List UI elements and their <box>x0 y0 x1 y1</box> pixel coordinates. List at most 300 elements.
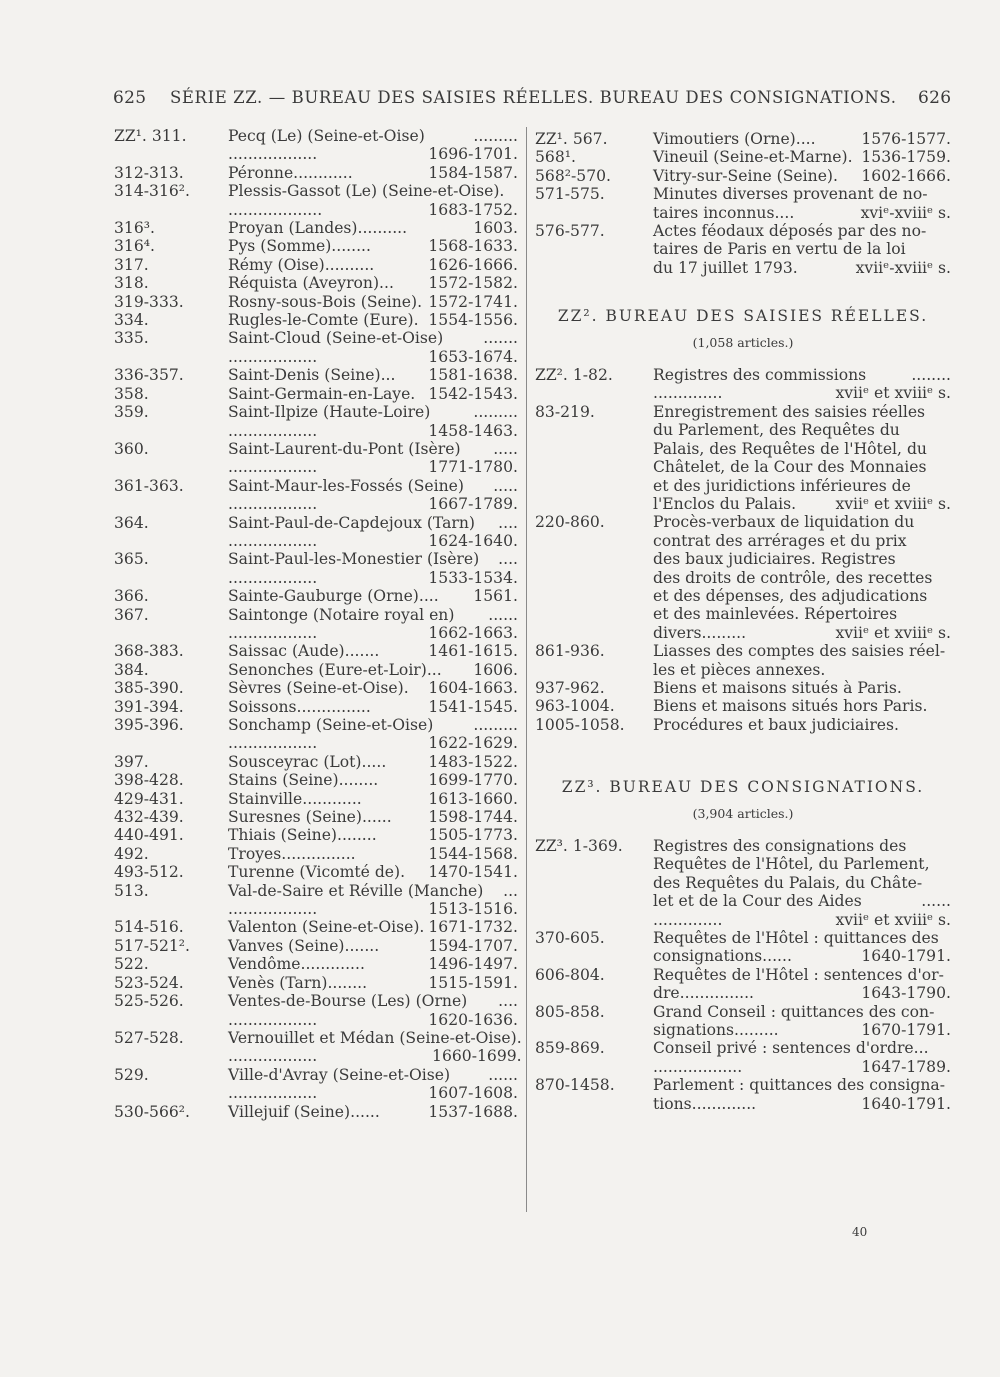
entry-line <box>228 348 518 366</box>
entry-text: Conseil privé : sentences d'ordre... <box>653 1039 929 1058</box>
entry-line <box>653 167 951 185</box>
index-entry <box>114 514 518 551</box>
entry-text: Requêtes de l'Hôtel, du Parlement, <box>653 855 930 874</box>
section-zz2-title: ZZ². BUREAU DES SAISIES RÉELLES. <box>557 307 929 326</box>
entry-reference: 576-577. <box>535 222 605 241</box>
index-entry <box>535 837 951 929</box>
entry-date: ......... <box>473 127 518 145</box>
entry-line <box>653 1039 951 1057</box>
entry-reference: 568²-570. <box>535 166 612 185</box>
entry-text: Procédures et baux judiciaires. <box>653 715 899 734</box>
entry-date: ... <box>503 881 518 900</box>
index-entry <box>114 606 518 643</box>
entry-date: 1505-1773. <box>428 826 518 845</box>
entry-description <box>228 863 518 881</box>
entry-reference: 432-439. <box>114 808 184 827</box>
entry-reference: 492. <box>114 844 149 863</box>
entry-date: 1667-1789. <box>428 495 518 514</box>
entry-date: 1771-1780. <box>428 458 518 477</box>
index-entry <box>535 716 951 734</box>
index-entry <box>114 790 518 808</box>
entry-line <box>653 892 951 910</box>
entry-date: 1626-1666. <box>428 255 518 274</box>
entry-reference: 83-219. <box>535 402 595 421</box>
entry-description <box>228 293 518 311</box>
section-zz3-entries <box>535 837 951 1113</box>
entry-line <box>653 874 951 892</box>
column-divider <box>526 127 527 1212</box>
entry-line <box>228 808 518 826</box>
entry-date: .... <box>498 550 518 569</box>
entry-description <box>228 385 518 403</box>
entry-date: 1604-1663. <box>428 679 518 698</box>
entry-line <box>228 1084 518 1102</box>
entry-date: 1541-1545. <box>428 697 518 716</box>
entry-description <box>228 808 518 826</box>
entry-text: Vineuil (Seine-et-Marne). <box>653 148 853 167</box>
entry-text: Saint-Cloud (Seine-et-Oise) <box>228 329 444 348</box>
entry-reference: 805-858. <box>535 1002 605 1021</box>
entry-date: 1660-1699. <box>432 1047 522 1066</box>
entry-date: 1640-1791. <box>861 1094 951 1113</box>
entry-line <box>228 642 518 660</box>
entry-text: du Parlement, des Requêtes du <box>653 421 900 440</box>
entry-text: .................. <box>653 1057 743 1076</box>
entry-text: Liasses des comptes des saisies réel- <box>653 642 946 661</box>
entry-text: signations......... <box>653 1021 779 1040</box>
entry-description <box>653 929 951 966</box>
entry-line <box>228 753 518 771</box>
index-entry <box>535 130 951 148</box>
entry-text: .................. <box>228 568 318 587</box>
entry-date: .... <box>498 513 518 532</box>
entry-text: Châtelet, de la Cour des Monnaies <box>653 458 927 477</box>
entry-line <box>653 222 951 240</box>
entry-line <box>653 421 951 439</box>
entry-date: 1607-1608. <box>428 1084 518 1103</box>
entry-line <box>228 1011 518 1029</box>
entry-text: Val-de-Saire et Réville (Manche) <box>228 881 484 900</box>
entry-reference: ZZ¹. 311. <box>114 127 187 145</box>
entry-description <box>653 403 951 513</box>
entry-date: ...... <box>921 892 951 911</box>
entry-description <box>653 697 951 715</box>
entry-description <box>653 837 951 929</box>
index-entry <box>114 863 518 881</box>
index-entry <box>535 966 951 1003</box>
entry-date: 1671-1732. <box>428 918 518 937</box>
entry-date: 1643-1790. <box>861 984 951 1003</box>
entry-line <box>228 237 518 255</box>
entry-text: des baux judiciaires. Registres <box>653 550 896 569</box>
entry-date: ......... <box>473 403 518 422</box>
entry-text: Villejuif (Seine)...... <box>228 1102 380 1121</box>
entry-date: xviiᵉ et xviiiᵉ s. <box>835 494 951 513</box>
entry-line <box>653 661 951 679</box>
index-entry <box>114 716 518 753</box>
entry-line <box>228 403 518 421</box>
entry-line <box>228 311 518 329</box>
entry-line <box>653 185 951 203</box>
entry-line <box>653 642 951 660</box>
entry-line <box>228 992 518 1010</box>
entry-description <box>653 185 951 222</box>
entry-reference: 870-1458. <box>535 1076 615 1095</box>
entry-line <box>228 790 518 808</box>
entry-line <box>228 845 518 863</box>
entry-reference: 367. <box>114 605 149 624</box>
entry-text: Requêtes de l'Hôtel : sentences d'or- <box>653 965 944 984</box>
entry-text: Pecq (Le) (Seine-et-Oise) <box>228 127 425 145</box>
entry-description <box>653 513 951 642</box>
entry-date: ......... <box>473 716 518 734</box>
entry-text: Venès (Tarn)........ <box>228 973 368 992</box>
entry-line <box>228 900 518 918</box>
entry-text: Minutes diverses provenant de no- <box>653 185 928 204</box>
left-column <box>114 127 522 1121</box>
entry-date: 1662-1663. <box>428 623 518 642</box>
entry-text: Proyan (Landes).......... <box>228 219 408 238</box>
entry-date: 1568-1633. <box>428 237 518 256</box>
entry-text: .................. <box>228 531 318 550</box>
entry-date: xviiᵉ et xviiiᵉ s. <box>835 910 951 929</box>
entry-text: et des juridictions inférieures de <box>653 476 911 495</box>
entry-description <box>228 366 518 384</box>
entry-line <box>228 882 518 900</box>
entry-line <box>228 1047 522 1065</box>
entry-date: 1458-1463. <box>428 421 518 440</box>
entry-date: 1554-1556. <box>428 311 518 330</box>
entry-description <box>228 1029 522 1066</box>
entry-line <box>653 837 951 855</box>
index-entry <box>114 182 518 219</box>
entry-description <box>228 127 518 164</box>
entry-text: Saint-Paul-les-Monestier (Isère) <box>228 550 480 569</box>
entry-text: Requêtes de l'Hôtel : quittances des <box>653 929 939 948</box>
entry-reference: 370-605. <box>535 929 605 948</box>
entry-text: Plessis-Gassot (Le) (Seine-et-Oise). <box>228 182 505 201</box>
entry-date: 1561. <box>473 587 518 606</box>
entry-line <box>653 130 951 148</box>
entry-text: Vitry-sur-Seine (Seine). <box>653 166 838 185</box>
index-entry <box>114 366 518 384</box>
entry-text: Vernouillet et Médan (Seine-et-Oise). <box>228 1028 522 1047</box>
entry-description <box>228 237 518 255</box>
entry-line <box>228 661 518 679</box>
entry-date: 1647-1789. <box>861 1057 951 1076</box>
index-entry <box>535 1003 951 1040</box>
entry-reference: 220-860. <box>535 513 605 532</box>
index-entry <box>114 955 518 973</box>
entry-text: .............. <box>653 910 723 929</box>
entry-line <box>653 240 951 258</box>
entry-line <box>653 569 951 587</box>
entry-date: xviiᵉ-xviiiᵉ s. <box>855 258 951 277</box>
entry-reference: 317. <box>114 255 149 274</box>
entry-text: Sainte-Gauburge (Orne).... <box>228 587 439 606</box>
entry-reference: 385-390. <box>114 679 184 698</box>
entry-description <box>228 1103 518 1121</box>
entry-text: des Requêtes du Palais, du Châte- <box>653 873 923 892</box>
entry-text: Procès-verbaux de liquidation du <box>653 513 915 532</box>
entry-description <box>653 130 951 148</box>
entry-date: 1572-1582. <box>428 274 518 293</box>
entry-text: Vimoutiers (Orne).... <box>653 130 816 148</box>
entry-line <box>228 937 518 955</box>
entry-text: et des mainlevées. Répertoires <box>653 605 898 624</box>
entry-line <box>653 1076 951 1094</box>
entry-reference: 318. <box>114 274 149 293</box>
entry-reference: 514-516. <box>114 918 184 937</box>
entry-description <box>228 164 518 182</box>
entry-text: Ville-d'Avray (Seine-et-Oise) <box>228 1065 451 1084</box>
entry-reference: 358. <box>114 384 149 403</box>
entry-line <box>228 771 518 789</box>
entry-text: let et de la Cour des Aides <box>653 892 862 911</box>
entry-text: Péronne............ <box>228 163 353 182</box>
entry-text: tions............. <box>653 1094 757 1113</box>
entry-text: Registres des consignations des <box>653 837 907 855</box>
entry-date: 1696-1701. <box>428 145 518 164</box>
entry-line <box>228 329 518 347</box>
entry-date: 1653-1674. <box>428 347 518 366</box>
entry-text: Enregistrement des saisies réelles <box>653 402 926 421</box>
index-entry <box>114 237 518 255</box>
entry-description <box>228 955 518 973</box>
entry-description <box>228 918 518 936</box>
entry-date: 1683-1752. <box>428 200 518 219</box>
entry-text: .............. <box>653 384 723 403</box>
entry-reference: 513. <box>114 881 149 900</box>
entry-date: 1670-1791. <box>861 1021 951 1040</box>
entry-text: Saint-Paul-de-Capdejoux (Tarn) <box>228 513 476 532</box>
index-entry <box>114 771 518 789</box>
entry-reference: 571-575. <box>535 185 605 204</box>
entry-description <box>228 440 518 477</box>
entry-reference: 429-431. <box>114 789 184 808</box>
entry-text: .................. <box>228 1010 318 1029</box>
entry-text: Biens et maisons situés hors Paris. <box>653 697 928 716</box>
entry-text: Soissons............... <box>228 697 371 716</box>
entry-line <box>228 569 518 587</box>
entry-reference: 364. <box>114 513 149 532</box>
index-entry <box>114 550 518 587</box>
entry-description <box>228 882 518 919</box>
entry-date: ...... <box>488 605 518 624</box>
section-zz3-title: ZZ³. BUREAU DES CONSIGNATIONS. <box>561 778 925 797</box>
entry-line <box>228 440 518 458</box>
entry-text: du 17 juillet 1793. <box>653 258 798 277</box>
entry-text: ................... <box>228 200 323 219</box>
entry-date: 1496-1497. <box>428 955 518 974</box>
entry-description <box>228 587 518 605</box>
entry-date: 1576-1577. <box>861 130 951 148</box>
entry-line <box>228 974 518 992</box>
entry-description <box>228 311 518 329</box>
entry-line <box>653 984 951 1002</box>
entry-description <box>653 1003 951 1040</box>
entry-text: Pys (Somme)........ <box>228 237 371 256</box>
entry-description <box>228 992 518 1029</box>
entry-line <box>228 495 518 513</box>
entry-date: 1483-1522. <box>428 752 518 771</box>
entry-reference: 368-383. <box>114 642 184 661</box>
entry-text: Vendôme............. <box>228 955 365 974</box>
entry-line <box>228 219 518 237</box>
index-entry <box>114 882 518 919</box>
entry-text: Sousceyrac (Lot)..... <box>228 752 387 771</box>
entry-description <box>653 148 951 166</box>
entry-text: Saissac (Aude)....... <box>228 642 380 661</box>
entry-text: .................. <box>228 623 318 642</box>
entry-text: Réquista (Aveyron)... <box>228 274 394 293</box>
entry-line <box>228 679 518 697</box>
entry-description <box>228 274 518 292</box>
entry-date: 1572-1741. <box>428 292 518 311</box>
entry-description <box>653 167 951 185</box>
entry-date: ........ <box>911 366 951 385</box>
index-entry <box>114 808 518 826</box>
entry-date: 1602-1666. <box>861 166 951 185</box>
index-entry <box>535 222 951 277</box>
entry-text: .................. <box>228 421 318 440</box>
entry-text: Vanves (Seine)....... <box>228 936 380 955</box>
entry-reference: 397. <box>114 752 149 771</box>
entry-description <box>653 679 951 697</box>
entry-date: 1513-1516. <box>428 900 518 919</box>
entry-line <box>228 182 518 200</box>
entry-line <box>653 697 951 715</box>
entry-reference: 937-962. <box>535 678 605 697</box>
index-entry <box>114 329 518 366</box>
entry-date: 1537-1688. <box>428 1102 518 1121</box>
entry-line <box>653 605 951 623</box>
entry-text: Registres des commissions <box>653 366 867 385</box>
entry-text: .................. <box>228 1047 318 1066</box>
entry-text: Saintonge (Notaire royal en) <box>228 605 455 624</box>
entry-date: 1581-1638. <box>428 366 518 385</box>
entry-date: 1699-1770. <box>428 771 518 790</box>
entry-line <box>228 422 518 440</box>
entry-reference: 312-313. <box>114 163 184 182</box>
entry-line <box>653 1003 951 1021</box>
entry-text: taires de Paris en vertu de la loi <box>653 240 906 259</box>
index-entry <box>114 1103 518 1121</box>
entry-text: Saint-Denis (Seine)... <box>228 366 396 385</box>
entry-line <box>653 477 951 495</box>
entry-line <box>228 1029 522 1047</box>
index-entry <box>535 513 951 642</box>
entry-description <box>228 256 518 274</box>
index-entry <box>535 679 951 697</box>
entry-date: 1598-1744. <box>428 808 518 827</box>
entry-line <box>653 532 951 550</box>
entry-date: xviᵉ-xviiiᵉ s. <box>860 203 951 222</box>
entry-reference: 527-528. <box>114 1028 184 1047</box>
entry-reference: 316³. <box>114 219 155 238</box>
entry-text: .................. <box>228 145 318 164</box>
entry-date: 1542-1543. <box>428 384 518 403</box>
entry-description <box>228 514 518 551</box>
entry-line <box>228 385 518 403</box>
entry-date: ..... <box>493 476 518 495</box>
section-zz2-entries <box>535 366 951 734</box>
entry-line <box>653 1021 951 1039</box>
entry-text: dre............... <box>653 984 755 1003</box>
index-entry <box>114 937 518 955</box>
entry-line <box>228 698 518 716</box>
entry-text: Suresnes (Seine)...... <box>228 808 392 827</box>
entry-line <box>653 1058 951 1076</box>
index-entry <box>114 385 518 403</box>
entry-date: 1533-1534. <box>428 568 518 587</box>
entry-text: Saint-Ilpize (Haute-Loire) <box>228 403 431 422</box>
entry-reference: 361-363. <box>114 476 184 495</box>
entry-text: Turenne (Vicomté de). <box>228 863 406 882</box>
entry-line <box>653 587 951 605</box>
entry-line <box>653 550 951 568</box>
entry-text: et des dépenses, des adjudications <box>653 586 928 605</box>
entry-line <box>228 532 518 550</box>
index-entry <box>535 167 951 185</box>
entry-description <box>228 771 518 789</box>
entry-reference: 440-491. <box>114 826 184 845</box>
index-entry <box>114 826 518 844</box>
entry-text: Saint-Germain-en-Laye. <box>228 384 416 403</box>
entry-date: .... <box>498 992 518 1011</box>
entry-reference: 334. <box>114 311 149 330</box>
entry-line <box>228 1066 518 1084</box>
entry-text: Sonchamp (Seine-et-Oise) <box>228 716 434 734</box>
entry-line <box>653 495 951 513</box>
entry-description <box>228 550 518 587</box>
entry-reference: 365. <box>114 550 149 569</box>
entry-text: les et pièces annexes. <box>653 660 826 679</box>
entry-date: 1536-1759. <box>861 148 951 167</box>
entry-reference: 529. <box>114 1065 149 1084</box>
left-page-number: 625 <box>113 88 147 108</box>
index-entry <box>114 992 518 1029</box>
entry-description <box>228 1066 518 1103</box>
entry-date: 1622-1629. <box>428 734 518 753</box>
entry-line <box>653 366 951 384</box>
entry-reference: 391-394. <box>114 697 184 716</box>
entry-reference: 359. <box>114 403 149 422</box>
entry-date: 1613-1660. <box>428 789 518 808</box>
entry-line <box>653 966 951 984</box>
entry-line <box>653 855 951 873</box>
entry-reference: 606-804. <box>535 965 605 984</box>
index-entry <box>114 477 518 514</box>
entry-text: contrat des arrérages et du prix <box>653 531 907 550</box>
entry-reference: 314-316². <box>114 182 191 201</box>
entry-text: taires inconnus.... <box>653 203 795 222</box>
entry-description <box>228 937 518 955</box>
entry-description <box>228 845 518 863</box>
entry-text: l'Enclos du Palais. <box>653 494 797 513</box>
entry-reference: 360. <box>114 439 149 458</box>
entry-date: ....... <box>483 329 518 348</box>
entry-line <box>228 918 518 936</box>
entry-reference: 568¹. <box>535 148 576 167</box>
entry-line <box>653 947 951 965</box>
index-entry <box>114 1028 522 1066</box>
entry-line <box>228 366 518 384</box>
index-entry <box>535 185 951 222</box>
entry-date: 1603. <box>473 219 518 238</box>
running-title: SÉRIE ZZ. — BUREAU DES SAISIES RÉELLES. BUREAU DES CONSIGNATIONS. <box>170 88 897 107</box>
entry-date: 1594-1707. <box>428 936 518 955</box>
